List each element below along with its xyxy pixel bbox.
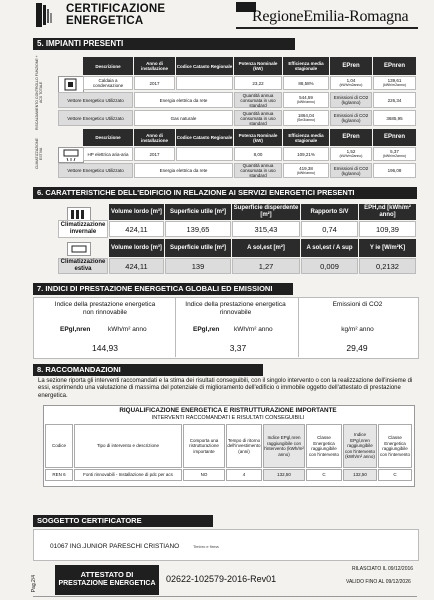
s8-h-tempo: Tempo di ritorno dell'investimento (anni) [226,424,262,468]
s5-r5-label: Vettore Energetico Utilizzato [58,163,133,178]
s5-r3-co2label: Emissioni di CO2 (kg/anno) [330,110,372,126]
s6-inv-rap: 0,74 [301,221,358,237]
doc-title [66,3,165,27]
s8-r-ind1: 132,50 [263,469,305,481]
s5-r1-epren [330,76,372,90]
s6-est-asol: 1,27 [232,258,300,274]
s5-r1-codice [176,76,233,90]
s8-h-ristr: Comporta una ristrutturazione importante [183,424,225,468]
s5-r1-epren-val: 1,04 [346,78,356,83]
s6-h2-asol: A sol,est [m²] [232,239,300,257]
s8-h-tipo: Tipo di intervento e descrizione [74,424,182,468]
s8-h-ind1: Indice EPgl,nren raggiungibile con l'intervento (kWh/m² anno) [263,424,305,468]
s5-r3-qval [283,110,329,126]
s5-h-potenza: Potenza Nominale (kW) [234,57,282,75]
s5-r1-epren-unit: (kWh/m2anno) [339,83,363,87]
s5-r4-codice [176,147,233,161]
s8-r-codice: REN 6 [45,469,73,481]
s7-divider-1 [175,297,176,357]
s6-est-label: Climatizzazione estiva [58,258,108,274]
s8-r-ind2: 132,50 [343,469,377,481]
s5-r2-qval-unit: (kWh/anno) [296,100,316,104]
doc-logo [36,3,58,27]
s8-h-cls2: Classe Energetica raggiungibile con l'intervento [378,424,412,468]
s6-h2-vol: Volume lordo [m³] [109,239,164,257]
s7-divider-2 [298,297,299,357]
s5-r5-vettore: Energia elettrica da rete [134,163,233,178]
s5-r4-epren [330,147,372,161]
s6-h1-eph: EPH,nd [kWh/m² anno] [359,204,416,220]
section-6-title: 6. CARATTERISTICHE DELL'EDIFICIO IN RELAZIONE AI SERVIZI ENERGETICI PRESENTI [33,187,417,199]
s5-r1-epnren [373,76,416,90]
s5-r5-qval-num: 419,38 [299,165,313,171]
s5-r4-epnren-unit: (kWh/m2anno) [383,154,406,158]
s7-c2-title: Indice della prestazione energetica rinnovabile [185,301,286,316]
footer-title-2: PRESTAZIONE ENERGETICA [58,580,156,587]
s5-r1-epnren-unit: (kWh/m2anno) [383,83,406,87]
certifier-name: 01067 ING.JUNIOR PARESCHI CRISTIANO [50,543,180,550]
s7-c2-unit: kWh/m² anno [234,326,273,333]
s6-est-ratio: 0,009 [301,258,358,274]
s8-intro-text: La sezione riporta gli interventi raccomandati e la stima dei risultati conseguibili, con il singolo intervento o con la realizzazione dell'insieme di essi, esprimendo una valutazione di massima del potenziale di miglioramento dell'edificio o immobile oggetto dell'attestato di prestazione energetica. [38,378,413,399]
s5-r5-qlabel: Quantità annua consumata in uso standard [234,163,282,178]
s5-r4-anno: 2017 [134,147,175,161]
s5-h2-anno: Anno di installazione [134,129,175,146]
s7-c1-label: EPgl,nren [60,326,91,333]
s7-c2-label: EPgl,ren [193,326,220,333]
title-line-2: ENERGETICA [66,15,144,27]
s8-banner-2: INTERVENTI RACCOMANDATI E RISULTATI CONSEGUIBILI [151,415,305,421]
section-7-title: 7. INDICI DI PRESTAZIONE ENERGETICA GLOBALI ED EMISSIONI [33,283,293,295]
s5-h-epnren: EPnren [373,57,416,75]
s8-h-codice: Codice [45,424,73,468]
footer-rule [33,596,417,597]
s6-inv-vol: 424,11 [109,221,164,237]
s5-r5-qval-unit: (kWh/anno) [296,170,316,175]
title-line-1: CERTIFICAZIONE [66,3,166,15]
s8-r-ristr: NO [183,469,225,481]
s5-h2-epren: EPren [330,129,372,146]
s5-r2-co2: 226,34 [373,92,416,108]
s6-h1-rap: Rapporto S/V [301,204,358,220]
s5-r5-qval [283,163,329,178]
s7-c1-title: Indice della prestazione energetica non rinnovabile [54,301,156,316]
s5-r3-qval-unit: (Sm3/anno) [296,118,316,122]
s5-h-epren: EPren [330,57,372,75]
footer-page-number: Pag.2/4 [31,575,37,593]
s8-banner-1: RIQUALIFICAZIONE ENERGETICA E RISTRUTTURAZIONE IMPORTANTE [119,407,337,414]
s7-c1-unit: kWh/m² anno [108,326,147,333]
s5-r1-epnren-val: 139,61 [387,78,402,83]
s6-inv-label: Climatizzazione invernale [58,220,108,238]
s5-r3-label: Vettore Energetico Utilizzato [58,110,133,126]
s8-r-cls1: C [306,469,342,481]
s6-h1-vol: Volume lordo [m³] [109,204,164,220]
s6-h1-disp: Superficie disperdente [m²] [233,205,299,218]
certifier-title: SOGGETTO CERTIFICATORE [33,515,213,527]
s5-r2-qval [283,92,329,108]
s6-inv-eph: 109,39 [359,221,416,237]
s5-h-desc: Descrizione [83,57,133,75]
footer-rilasciato: RILASCIATO IL 09/12/2016 [352,566,414,572]
s8-h-ind2: Indice EPgl,nren raggiungibile con l'intervento (kWh/m² anno) [343,424,377,468]
footer-valido: VALIDO FINO AL 09/12/2026 [346,579,411,585]
s5-h2-potenza: Potenza Nominale (kW) [234,129,282,146]
s5-r1-desc: Caldaia a condensazione [83,76,133,90]
s5-h2-eff: Efficienza media stagionale [283,129,329,146]
header-rule [236,27,418,29]
s8-r-tipo: Fonti rinnovabili - Installazione di pdc per acs [74,469,182,481]
s7-c3-value: 29,49 [346,343,368,353]
certifier-sign-label: Timbro e firma [193,544,219,549]
footer-code: 02622-102579-2016-Rev01 [166,574,277,584]
s5-h2-codice: Codice Catasto Regionale [176,129,233,146]
side-label-heating: RISCALDAMENTO CONTROLLO FUNZIONE + ACS TOTALE [35,55,43,130]
s5-r2-label: Vettore Energetico Utilizzato [58,92,133,108]
s5-h2-epnren: EPnren [373,129,416,146]
s5-r3-qlabel: Quantità annua consumata in uso standard [234,110,282,126]
s6-h2-yie: Y ie [W/m²K] [359,239,416,257]
s7-c3-unit: kg/m² anno [341,326,374,333]
s5-r2-co2label: Emissioni di CO2 (kg/anno) [330,92,372,108]
section-5-title: 5. IMPIANTI PRESENTI [33,38,295,50]
s6-h2-sup: Superficie utile [m²] [165,239,231,257]
s5-r3-vettore: Gas naturale [134,110,233,126]
s5-r1-potenza: 23,22 [234,76,282,90]
s6-inv-sup: 139,65 [165,221,231,237]
s5-r2-qval-num: 544,59 [299,95,313,100]
s5-r4-desc: HP elettrica aria-aria [83,147,133,161]
region-name: RegioneEmilia-Romagna [252,8,409,25]
s6-est-vol: 424,11 [109,258,164,274]
s6-est-yie: 0,2132 [359,258,416,274]
s5-r3-qval-num: 1864,04 [297,113,315,118]
s5-h-codice: Codice Catasto Regionale [176,57,233,75]
section-8-title: 8. RACCOMANDAZIONI [33,364,263,376]
s5-h-anno: Anno di installazione [134,57,175,75]
s6-est-sup: 139 [165,258,231,274]
boiler-icon [58,76,84,93]
s6-h2-ratio: A sol,est / A sup [301,239,358,257]
s5-r4-epren-val: 1,52 [346,149,356,154]
s6-inv-disp: 315,43 [232,221,300,237]
air-conditioner-icon [58,147,84,163]
s8-r-tempo: 4 [226,469,262,481]
s5-r4-epnren [373,147,416,161]
s5-r1-eff: 88,58% [283,76,329,90]
s8-h-cls1: Classe Energetica raggiungibile con l'intervento [306,424,342,468]
s7-c3-title: Emissioni di CO2 [332,301,383,308]
s5-r5-co2label: Emissioni di CO2 (kg/anno) [330,163,372,178]
s7-c2-value: 3,37 [229,343,247,353]
s5-r3-co2: 3685,95 [373,110,416,126]
s5-h2-desc: Descrizione [83,129,133,146]
s5-r4-epren-unit: (kWh/m2anno) [339,154,363,158]
footer-title-1: ATTESTATO DI [80,570,134,579]
s5-h-eff: Efficienza media stagionale [283,57,329,75]
s5-r4-epnren-val: 5,37 [390,149,399,154]
s5-r4-potenza: 8,00 [234,147,282,161]
s5-r5-co2: 196,08 [373,163,416,178]
side-label-cooling: CLIMATIZZAZIONE ESTIVA [35,138,43,170]
s5-r1-anno: 2017 [134,76,175,90]
s7-c1-value: 144,93 [92,343,118,353]
s5-r2-vettore: Energia elettrica da rete [134,92,233,108]
s5-r2-qlabel: Quantità annua consumata in uso standard [234,92,282,108]
s6-h1-sup: Superficie utile [m²] [165,204,231,220]
s8-r-cls2: C [378,469,412,481]
s5-r4-eff: 109,21% [283,147,329,161]
air-conditioner-icon-2 [67,242,91,256]
